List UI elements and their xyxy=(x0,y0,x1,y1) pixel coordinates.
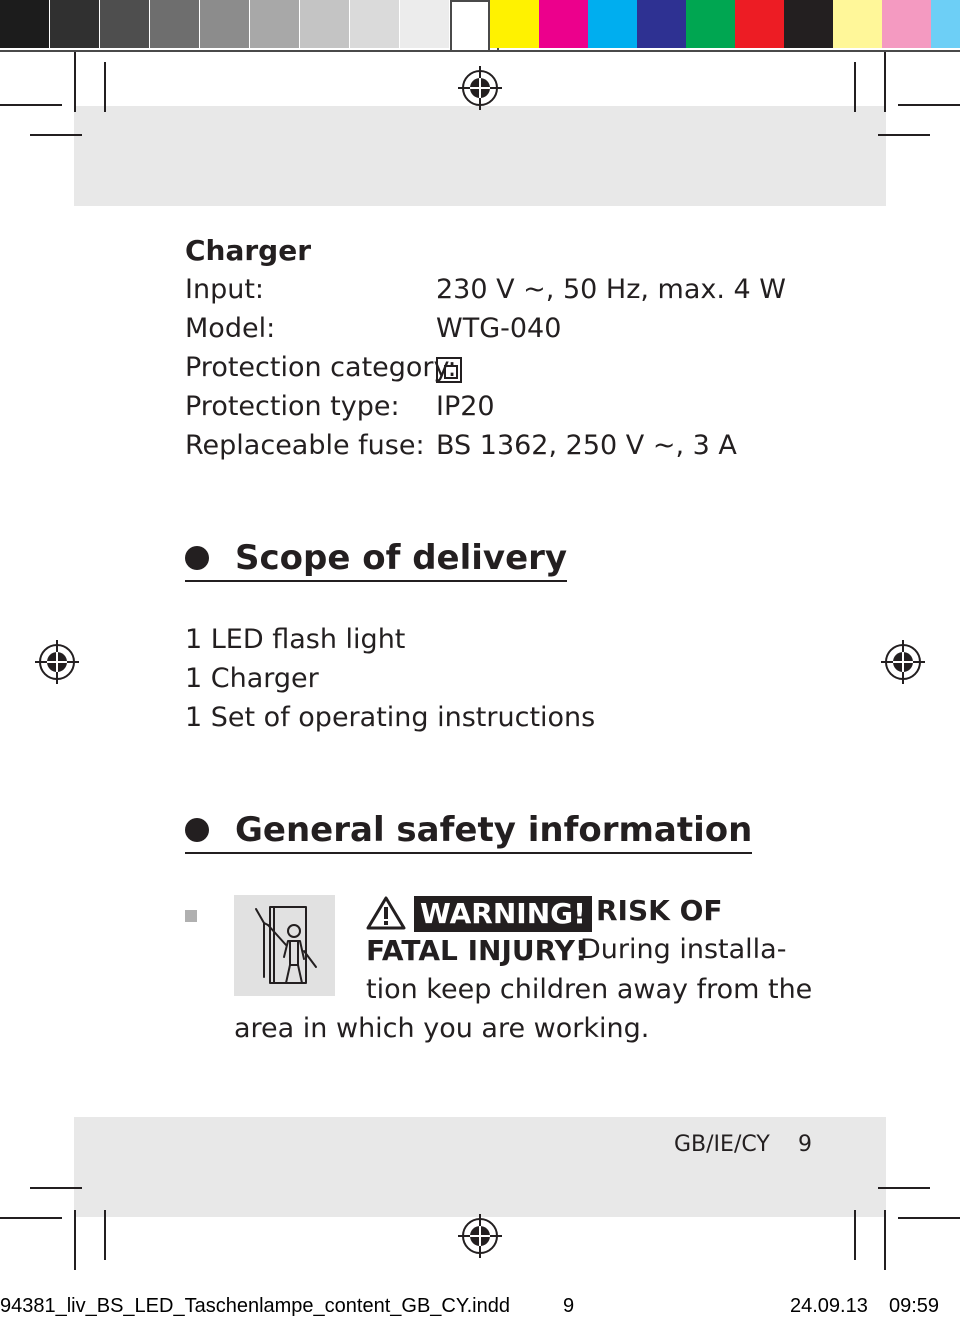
registration-mark-icon xyxy=(457,65,503,111)
spec-value-fuse: BS 1362, 250 V ~, 3 A xyxy=(436,430,737,461)
protection-class-ii-icon xyxy=(436,357,462,383)
color-swatch xyxy=(490,0,539,48)
safety-heading xyxy=(185,810,752,854)
warning-text-line3: tion keep children away from the xyxy=(366,974,813,1005)
scope-heading xyxy=(185,538,567,582)
spec-value-input: 230 V ~, 50 Hz, max. 4 W xyxy=(436,274,786,305)
slug-time: 09:59 xyxy=(889,1295,940,1317)
spec-label-fuse: Replaceable fuse: xyxy=(185,430,425,461)
footer-region: GB/IE/CY xyxy=(674,1132,770,1157)
bullet-dot-icon xyxy=(185,546,209,570)
spec-label-input: Input: xyxy=(185,274,265,305)
bullet-dot-icon xyxy=(185,818,209,842)
safety-title: General safety information xyxy=(235,810,753,850)
gray-swatch xyxy=(300,0,350,48)
color-swatch xyxy=(539,0,588,48)
list-item: 1 Set of operating instructions xyxy=(185,702,596,733)
registration-mark-icon xyxy=(457,1213,503,1259)
scope-title: Scope of delivery xyxy=(235,538,568,578)
color-swatch xyxy=(637,0,686,48)
list-item: 1 Charger xyxy=(185,663,319,694)
gray-swatch xyxy=(200,0,250,48)
color-swatch xyxy=(735,0,784,48)
gray-swatch xyxy=(250,0,300,48)
child-at-door-icon xyxy=(234,895,335,996)
header-band xyxy=(74,106,886,206)
warning-text-line2: During installa- xyxy=(580,934,787,965)
gray-swatch xyxy=(100,0,150,48)
grayscale-calibration-strip xyxy=(0,0,499,52)
gray-swatch xyxy=(400,0,450,48)
list-item: 1 LED flash light xyxy=(185,624,406,655)
registration-mark-icon xyxy=(880,639,926,685)
gray-swatch xyxy=(350,0,400,48)
slug-filename: 94381_liv_BS_LED_Taschenlampe_content_GB_CY.indd xyxy=(0,1295,510,1317)
warning-triangle-icon xyxy=(366,896,406,930)
warning-badge: WARNING! xyxy=(414,896,592,932)
spec-value-model: WTG-040 xyxy=(436,313,562,344)
color-swatch xyxy=(882,0,931,48)
slug-page: 9 xyxy=(563,1295,575,1317)
color-swatch xyxy=(931,0,960,48)
spec-label-protection-type: Protection type: xyxy=(185,391,400,422)
color-calibration-strip xyxy=(488,0,960,52)
color-swatch xyxy=(833,0,882,48)
color-swatch xyxy=(588,0,637,48)
warning-risk-text: RISK OF xyxy=(596,894,723,927)
warning-text-line4: area in which you are working. xyxy=(234,1013,650,1044)
color-swatch xyxy=(686,0,735,48)
gray-swatch xyxy=(50,0,100,48)
spec-label-model: Model: xyxy=(185,313,276,344)
gray-swatch xyxy=(0,0,50,48)
slug-date: 24.09.13 xyxy=(790,1295,868,1317)
charger-title: Charger xyxy=(185,234,312,267)
registration-mark-icon xyxy=(34,639,80,685)
spec-label-protection-category: Protection category: xyxy=(185,352,457,383)
color-swatch xyxy=(784,0,833,48)
warning-fatal-injury: FATAL INJURY! xyxy=(366,934,588,967)
page-number: 9 xyxy=(798,1132,812,1157)
gray-swatch xyxy=(150,0,200,48)
square-bullet-icon xyxy=(185,910,197,922)
spec-value-protection-type: IP20 xyxy=(436,391,495,422)
